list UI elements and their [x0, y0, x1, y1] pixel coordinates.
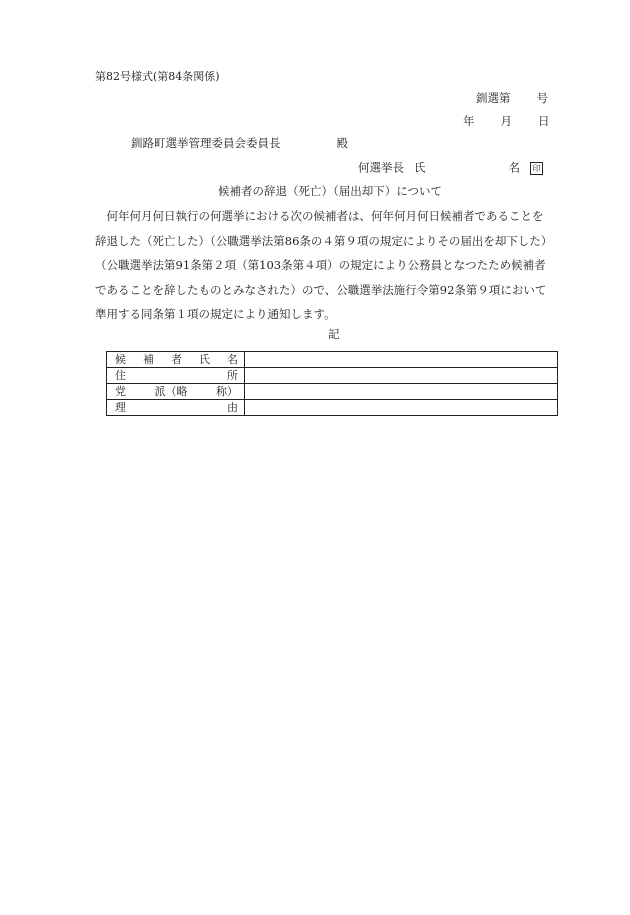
addressee	[131, 138, 348, 150]
table-row	[107, 368, 558, 384]
form-number: 第82号様式(第84条関係)	[95, 70, 220, 83]
body-line: 何年何月何日執行の何選挙における次の候補者は、何年何月何日候補者であることを	[95, 209, 544, 223]
label-char: 党	[115, 385, 126, 398]
sender-surname-mark: 氏	[414, 160, 426, 175]
label-char: 理	[115, 401, 126, 414]
label-char: 候	[115, 353, 126, 366]
body-line: 辞退した（死亡した）（公職選挙法第86条の４第９項の規定によりその届出を却下した）	[95, 233, 553, 248]
label-char: 名	[227, 353, 238, 366]
date-day: 日	[538, 114, 550, 128]
label-char: 者	[171, 353, 182, 366]
date-month: 月	[500, 114, 512, 128]
table-row	[107, 352, 558, 368]
row-label-candidate-name	[107, 352, 245, 368]
body-text	[95, 204, 575, 327]
sender-title: 何選挙長	[358, 160, 404, 175]
addressee-title: 釧路町選挙管理委員会委員長	[131, 136, 281, 150]
label-char: 由	[227, 401, 238, 414]
label-char: 住	[115, 369, 126, 382]
label-char: 所	[227, 369, 238, 382]
row-value-party	[245, 384, 558, 400]
addressee-honorific: 殿	[336, 136, 348, 150]
row-label-party	[107, 384, 245, 400]
label-char: 称）	[216, 385, 238, 398]
row-value-reason	[245, 400, 558, 416]
row-value-address	[245, 368, 558, 384]
row-value-candidate-name	[245, 352, 558, 368]
row-label-reason	[107, 400, 245, 416]
label-char: 氏	[199, 353, 210, 366]
ki-heading: 記	[328, 327, 340, 341]
subject-line: 候補者の辞退（死亡）（届出却下）について	[218, 184, 443, 198]
row-label-address	[107, 368, 245, 384]
label-char: 派（略	[154, 385, 188, 398]
table-row	[107, 400, 558, 416]
body-line: （公職選挙法第91条第２項（第103条第４項）の規定により公務員となつたため候補者	[95, 258, 546, 272]
document-number	[476, 93, 548, 105]
document-number-prefix: 釧選第	[476, 91, 511, 105]
date-year: 年	[463, 114, 475, 128]
label-char: 補	[143, 353, 154, 366]
body-line: であることを辞したものとみなされた）ので、公職選挙法施行令第92条第９項において	[95, 282, 547, 297]
sender-name-mark: 名	[508, 160, 520, 175]
sender	[358, 162, 543, 175]
candidate-info-table	[106, 351, 558, 416]
table-row	[107, 384, 558, 400]
document-number-suffix: 号	[536, 91, 548, 105]
body-line: 準用する同条第１項の規定により通知します。	[95, 307, 336, 321]
seal-mark: 印	[530, 162, 543, 175]
date-line	[463, 116, 550, 128]
